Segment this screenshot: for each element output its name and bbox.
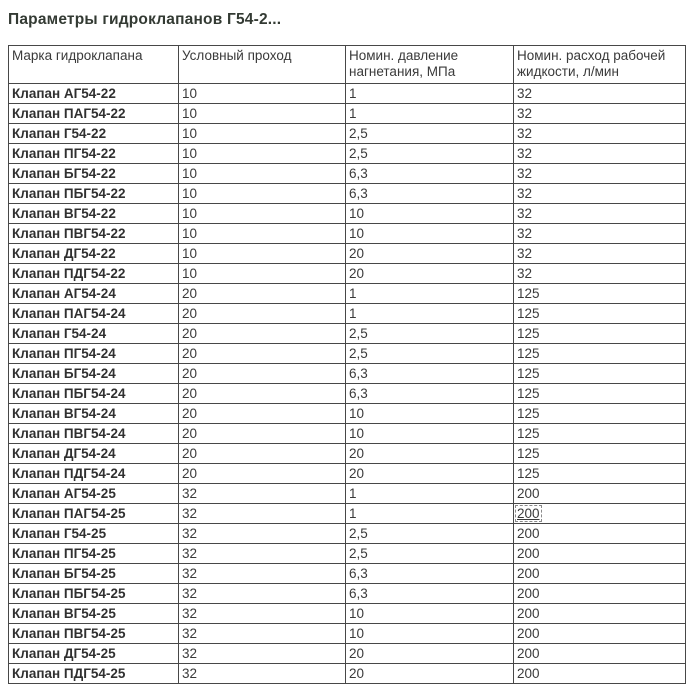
col-header-brand: Марка гидроклапана	[9, 46, 179, 84]
cell-bore: 10	[179, 264, 346, 284]
cell-pressure: 1	[346, 504, 514, 524]
cell-pressure: 1	[346, 484, 514, 504]
cell-flow: 32	[514, 104, 686, 124]
table-row	[9, 164, 686, 184]
cell-brand: Клапан ПБГ54-24	[9, 384, 179, 404]
table-row	[9, 504, 686, 524]
cell-pressure: 1	[346, 104, 514, 124]
cell-brand: Клапан ПВГ54-22	[9, 224, 179, 244]
cell-pressure: 10	[346, 424, 514, 444]
table-row	[9, 604, 686, 624]
valve-params-table	[8, 45, 686, 684]
cell-bore: 20	[179, 284, 346, 304]
cell-bore: 20	[179, 424, 346, 444]
cell-pressure: 10	[346, 604, 514, 624]
table-row	[9, 144, 686, 164]
cell-pressure: 20	[346, 664, 514, 684]
cell-pressure: 10	[346, 404, 514, 424]
cell-pressure: 10	[346, 224, 514, 244]
cell-pressure: 10	[346, 204, 514, 224]
cell-brand: Клапан БГ54-25	[9, 564, 179, 584]
cell-bore: 10	[179, 184, 346, 204]
cell-flow: 125	[514, 284, 686, 304]
cell-flow: 32	[514, 184, 686, 204]
cell-brand: Клапан ВГ54-24	[9, 404, 179, 424]
cell-brand: Клапан ДГ54-25	[9, 644, 179, 664]
cell-bore: 20	[179, 404, 346, 424]
cell-flow: 32	[514, 244, 686, 264]
table-row	[9, 444, 686, 464]
cell-bore: 32	[179, 544, 346, 564]
cell-flow: 200	[514, 544, 686, 564]
table-row	[9, 284, 686, 304]
cell-bore: 10	[179, 224, 346, 244]
cell-flow: 200	[514, 664, 686, 684]
cell-flow: 32	[514, 164, 686, 184]
cell-flow: 200	[514, 644, 686, 664]
table-row	[9, 104, 686, 124]
cell-pressure: 20	[346, 644, 514, 664]
cell-pressure: 1	[346, 304, 514, 324]
cell-pressure: 2,5	[346, 324, 514, 344]
cell-bore: 32	[179, 524, 346, 544]
cell-bore: 20	[179, 324, 346, 344]
cell-pressure: 6,3	[346, 384, 514, 404]
table-row	[9, 564, 686, 584]
cell-brand: Клапан ПВГ54-24	[9, 424, 179, 444]
table-row	[9, 244, 686, 264]
cell-bore: 32	[179, 644, 346, 664]
table-row	[9, 204, 686, 224]
cell-pressure: 2,5	[346, 544, 514, 564]
table-row	[9, 304, 686, 324]
cell-bore: 32	[179, 664, 346, 684]
cell-flow: 125	[514, 324, 686, 344]
cell-bore: 10	[179, 104, 346, 124]
cell-bore: 20	[179, 304, 346, 324]
focused-flow-value[interactable]: 200	[517, 506, 540, 521]
cell-pressure: 20	[346, 464, 514, 484]
cell-flow: 32	[514, 224, 686, 244]
cell-brand: Клапан ВГ54-25	[9, 604, 179, 624]
cell-flow: 200	[514, 484, 686, 504]
cell-flow: 125	[514, 404, 686, 424]
cell-bore: 20	[179, 364, 346, 384]
cell-pressure: 20	[346, 264, 514, 284]
cell-pressure: 6,3	[346, 584, 514, 604]
table-row	[9, 84, 686, 104]
cell-flow: 125	[514, 304, 686, 324]
cell-bore: 32	[179, 584, 346, 604]
cell-pressure: 1	[346, 284, 514, 304]
cell-bore: 20	[179, 344, 346, 364]
cell-bore: 32	[179, 624, 346, 644]
table-row	[9, 404, 686, 424]
cell-brand: Клапан АГ54-22	[9, 84, 179, 104]
cell-pressure: 1	[346, 84, 514, 104]
table-row	[9, 524, 686, 544]
cell-pressure: 6,3	[346, 364, 514, 384]
table-row	[9, 484, 686, 504]
cell-brand: Клапан ПДГ54-24	[9, 464, 179, 484]
cell-bore: 10	[179, 124, 346, 144]
cell-flow: 200	[514, 604, 686, 624]
cell-flow	[514, 504, 686, 524]
cell-brand: Клапан Г54-22	[9, 124, 179, 144]
cell-bore: 10	[179, 164, 346, 184]
cell-flow: 32	[514, 144, 686, 164]
cell-pressure: 2,5	[346, 124, 514, 144]
cell-flow: 200	[514, 524, 686, 544]
cell-pressure: 6,3	[346, 564, 514, 584]
cell-brand: Клапан ПАГ54-24	[9, 304, 179, 324]
table-row	[9, 384, 686, 404]
cell-brand: Клапан ПБГ54-25	[9, 584, 179, 604]
table-row	[9, 584, 686, 604]
cell-bore: 10	[179, 244, 346, 264]
cell-brand: Клапан ПГ54-24	[9, 344, 179, 364]
cell-bore: 20	[179, 444, 346, 464]
table-row	[9, 344, 686, 364]
cell-flow: 125	[514, 364, 686, 384]
cell-bore: 32	[179, 504, 346, 524]
cell-bore: 20	[179, 384, 346, 404]
cell-brand: Клапан АГ54-25	[9, 484, 179, 504]
cell-bore: 10	[179, 204, 346, 224]
table-row	[9, 264, 686, 284]
page-title: Параметры гидроклапанов Г54-2...	[8, 11, 282, 28]
cell-brand: Клапан Г54-25	[9, 524, 179, 544]
cell-pressure: 20	[346, 444, 514, 464]
cell-bore: 20	[179, 464, 346, 484]
cell-bore: 32	[179, 484, 346, 504]
cell-brand: Клапан ПАГ54-25	[9, 504, 179, 524]
cell-flow: 125	[514, 344, 686, 364]
cell-brand: Клапан ПБГ54-22	[9, 184, 179, 204]
cell-brand: Клапан ПАГ54-22	[9, 104, 179, 124]
cell-brand: Клапан ПДГ54-25	[9, 664, 179, 684]
col-header-bore: Условный проход	[179, 46, 346, 84]
cell-brand: Клапан ПГ54-25	[9, 544, 179, 564]
cell-flow: 32	[514, 204, 686, 224]
cell-bore: 10	[179, 144, 346, 164]
cell-bore: 32	[179, 604, 346, 624]
cell-flow: 125	[514, 444, 686, 464]
cell-pressure: 2,5	[346, 344, 514, 364]
table-row	[9, 664, 686, 684]
table-row	[9, 644, 686, 664]
cell-brand: Клапан БГ54-22	[9, 164, 179, 184]
table-row	[9, 544, 686, 564]
cell-bore: 32	[179, 564, 346, 584]
table-row	[9, 624, 686, 644]
cell-pressure: 20	[346, 244, 514, 264]
col-header-flow: Номин. расход рабочей жидкости, л/мин	[514, 46, 686, 84]
cell-brand: Клапан ПВГ54-25	[9, 624, 179, 644]
cell-brand: Клапан ВГ54-22	[9, 204, 179, 224]
table-row	[9, 124, 686, 144]
cell-flow: 32	[514, 264, 686, 284]
cell-flow: 125	[514, 464, 686, 484]
cell-flow: 200	[514, 564, 686, 584]
cell-brand: Клапан ПДГ54-22	[9, 264, 179, 284]
cell-brand: Клапан Г54-24	[9, 324, 179, 344]
header-row	[9, 46, 686, 84]
cell-pressure: 10	[346, 624, 514, 644]
table-row	[9, 364, 686, 384]
table-row	[9, 324, 686, 344]
cell-brand: Клапан ДГ54-24	[9, 444, 179, 464]
cell-flow: 32	[514, 124, 686, 144]
cell-bore: 10	[179, 84, 346, 104]
cell-brand: Клапан АГ54-24	[9, 284, 179, 304]
cell-pressure: 6,3	[346, 164, 514, 184]
col-header-pressure: Номин. давление нагнетания, МПа	[346, 46, 514, 84]
cell-pressure: 2,5	[346, 144, 514, 164]
table-row	[9, 464, 686, 484]
table-row	[9, 224, 686, 244]
table-body	[9, 84, 686, 684]
table-row	[9, 184, 686, 204]
cell-flow: 125	[514, 384, 686, 404]
cell-pressure: 6,3	[346, 184, 514, 204]
cell-brand: Клапан ПГ54-22	[9, 144, 179, 164]
cell-flow: 200	[514, 584, 686, 604]
cell-flow: 200	[514, 624, 686, 644]
cell-brand: Клапан БГ54-24	[9, 364, 179, 384]
cell-pressure: 2,5	[346, 524, 514, 544]
cell-flow: 32	[514, 84, 686, 104]
cell-brand: Клапан ДГ54-22	[9, 244, 179, 264]
table-row	[9, 424, 686, 444]
cell-flow: 125	[514, 424, 686, 444]
